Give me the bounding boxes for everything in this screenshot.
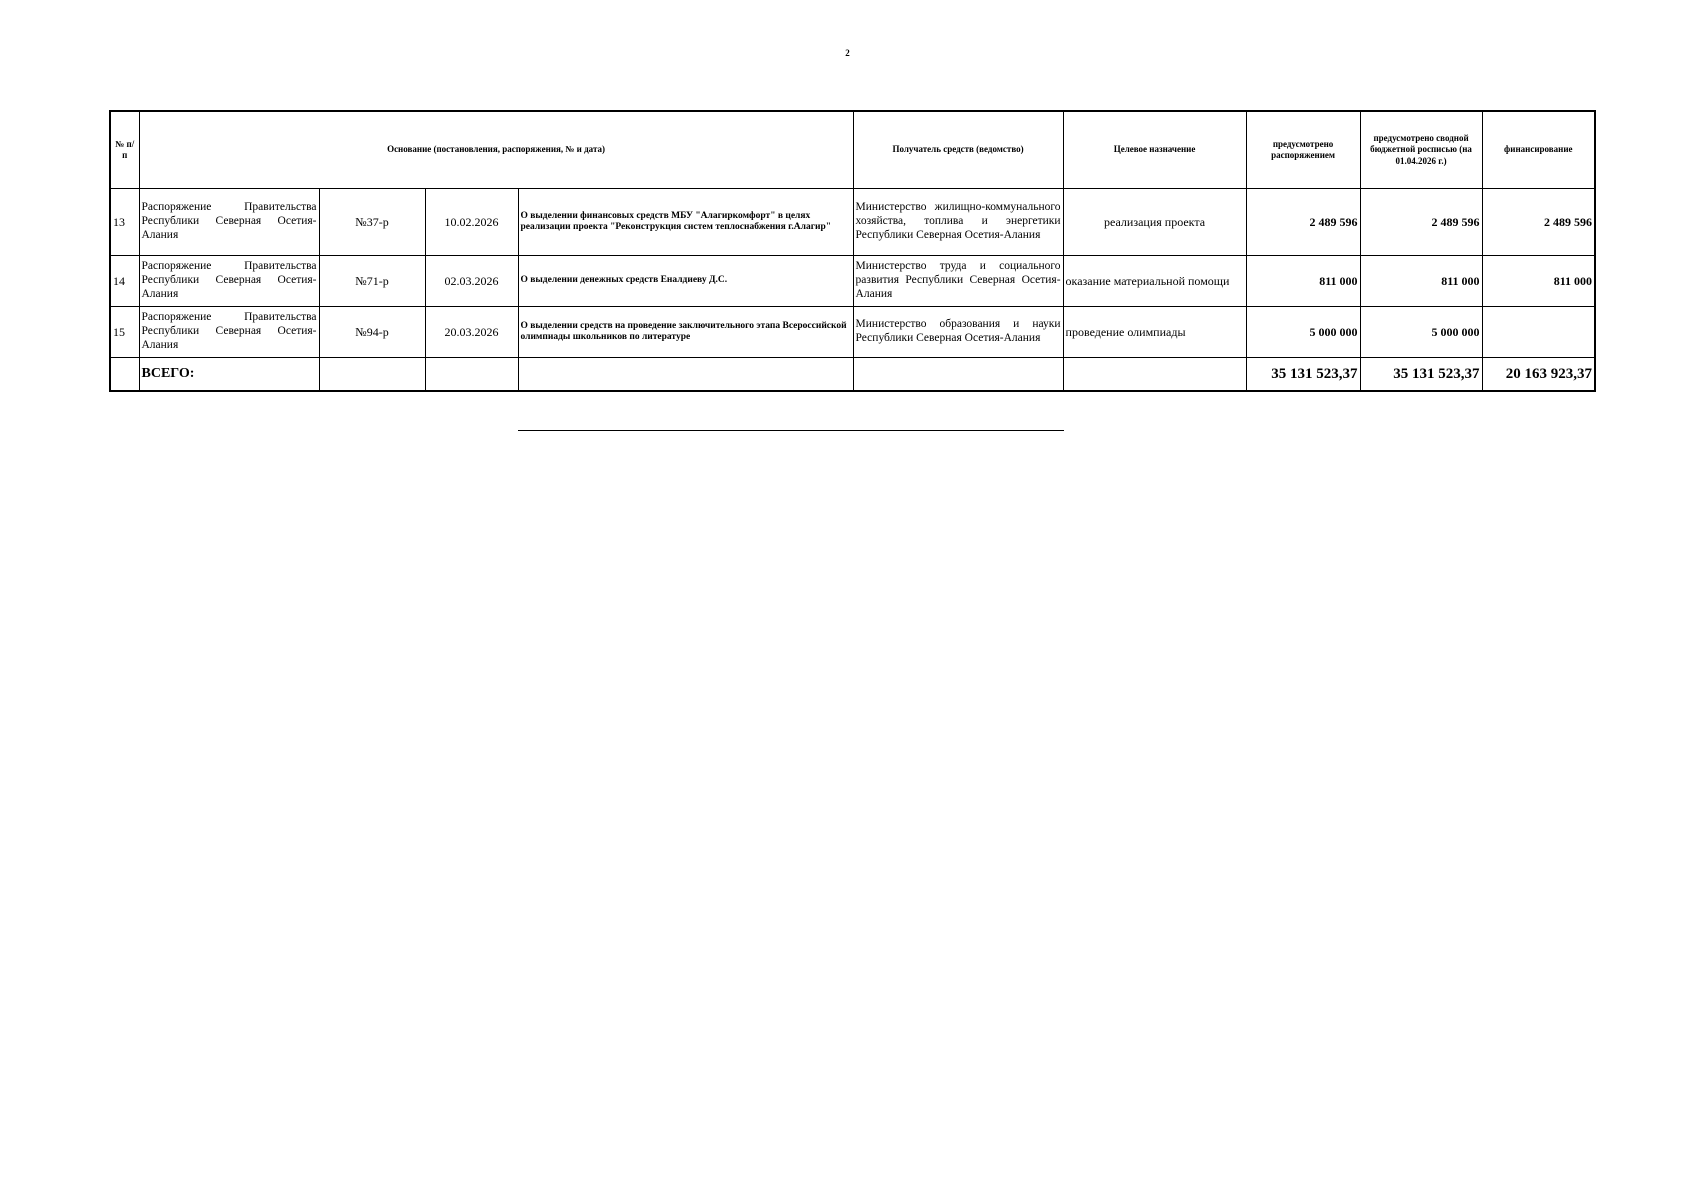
- row-planned-budget: 811 000: [1360, 256, 1482, 307]
- total-financing: 20 163 923,37: [1482, 358, 1595, 392]
- row-doc-number: №71-р: [319, 256, 425, 307]
- row-purpose: оказание материальной помощи: [1063, 256, 1246, 307]
- total-empty-cell: [853, 358, 1063, 392]
- row-basis: Распоряжение Правительства Республики Северная Осетия-Алания: [139, 189, 319, 256]
- total-row: [110, 358, 1595, 392]
- row-doc-number: №37-р: [319, 189, 425, 256]
- header-basis: Основание (постановления, распоряжения, № и дата): [139, 111, 853, 189]
- row-subject: О выделении денежных средств Еналдиеву Д.С.: [518, 256, 853, 307]
- table-row: [110, 189, 1595, 256]
- row-date: 10.02.2026: [425, 189, 518, 256]
- row-financing: 811 000: [1482, 256, 1595, 307]
- row-date: 20.03.2026: [425, 307, 518, 358]
- row-planned-budget: 2 489 596: [1360, 189, 1482, 256]
- header-planned-budget: предусмотрено сводной бюджетной росписью (на 01.04.2026 г.): [1360, 111, 1482, 189]
- total-planned-order: 35 131 523,37: [1246, 358, 1360, 392]
- row-subject: О выделении финансовых средств МБУ "Алагиркомфорт" в целях реализации проекта "Реконструкция систем теплоснабжения г.Алагир": [518, 189, 853, 256]
- page-number: 2: [845, 48, 850, 58]
- table-row: [110, 307, 1595, 358]
- total-empty-num: [110, 358, 139, 392]
- row-basis: Распоряжение Правительства Республики Северная Осетия-Алания: [139, 307, 319, 358]
- row-subject: О выделении средств на проведение заключительного этапа Всероссийской олимпиады школьников по литературе: [518, 307, 853, 358]
- total-label: ВСЕГО:: [139, 358, 319, 392]
- total-empty-cell: [319, 358, 425, 392]
- row-number: 15: [110, 307, 139, 358]
- total-empty-cell: [425, 358, 518, 392]
- row-number: 13: [110, 189, 139, 256]
- row-planned-order: 2 489 596: [1246, 189, 1360, 256]
- table-row: [110, 256, 1595, 307]
- header-financing: финансирование: [1482, 111, 1595, 189]
- total-empty-cell: [1063, 358, 1246, 392]
- row-doc-number: №94-р: [319, 307, 425, 358]
- row-purpose: проведение олимпиады: [1063, 307, 1246, 358]
- financing-table: [109, 110, 1596, 392]
- total-empty-cell: [518, 358, 853, 392]
- row-planned-order: 5 000 000: [1246, 307, 1360, 358]
- row-financing: [1482, 307, 1595, 358]
- table-header-row: [110, 111, 1595, 189]
- closing-divider-line: [518, 430, 1064, 431]
- row-planned-order: 811 000: [1246, 256, 1360, 307]
- header-num: № п/п: [110, 111, 139, 189]
- row-recipient: Министерство образования и науки Республики Северная Осетия-Алания: [853, 307, 1063, 358]
- row-purpose: реализация проекта: [1063, 189, 1246, 256]
- header-recipient: Получатель средств (ведомство): [853, 111, 1063, 189]
- row-planned-budget: 5 000 000: [1360, 307, 1482, 358]
- row-recipient: Министерство труда и социального развития Республики Северная Осетия-Алания: [853, 256, 1063, 307]
- row-number: 14: [110, 256, 139, 307]
- row-financing: 2 489 596: [1482, 189, 1595, 256]
- row-recipient: Министерство жилищно-коммунального хозяйства, топлива и энергетики Республики Северная Осетия-Алания: [853, 189, 1063, 256]
- header-purpose: Целевое назначение: [1063, 111, 1246, 189]
- row-date: 02.03.2026: [425, 256, 518, 307]
- total-planned-budget: 35 131 523,37: [1360, 358, 1482, 392]
- header-planned-order: предусмотрено распоряжением: [1246, 111, 1360, 189]
- row-basis: Распоряжение Правительства Республики Северная Осетия-Алания: [139, 256, 319, 307]
